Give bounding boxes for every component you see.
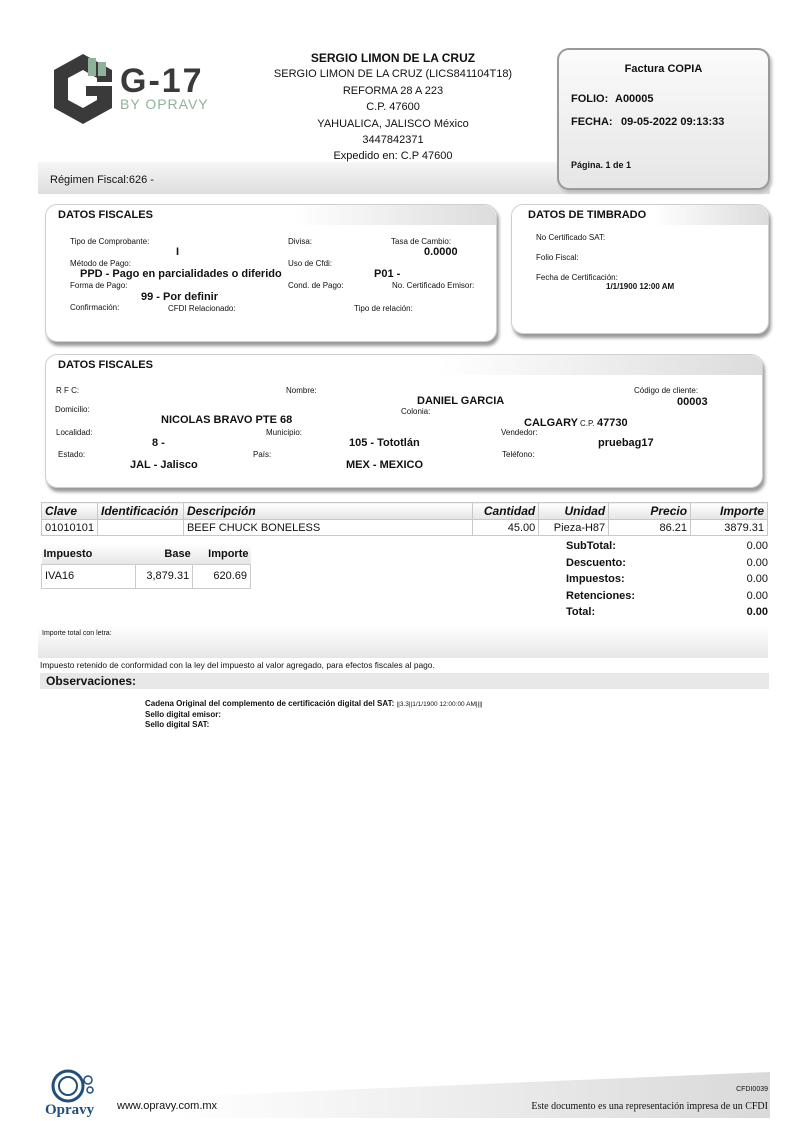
fecha-value: 09-05-2022 09:13:33 — [621, 116, 725, 128]
cliente-title: DATOS FISCALES — [46, 355, 762, 375]
cp-label: C.P. — [580, 419, 595, 428]
tax-col-importe: Importe — [193, 544, 251, 564]
totals-block — [566, 540, 768, 623]
tax-row-base: 3,879.31 — [136, 564, 193, 588]
table-row — [42, 520, 768, 536]
folio-label: FOLIO: — [571, 93, 609, 105]
footer-brand: Opravy — [45, 1102, 95, 1118]
issuer-city: YAHUALICA, JALISCO México — [317, 117, 469, 130]
subtotal-label: SubTotal: — [566, 540, 616, 552]
datos-timbrado-panel — [511, 204, 769, 334]
telefono-label: Teléfono: — [502, 450, 535, 459]
descuento-value: 0.00 — [746, 556, 768, 569]
table-row — [42, 564, 251, 588]
codigo-cliente-value: 00003 — [677, 396, 708, 408]
row-descripcion: BEEF CHUCK BONELESS — [183, 520, 472, 536]
row-identificacion — [97, 520, 183, 536]
issuer-phone: 3447842371 — [362, 134, 424, 147]
tax-table — [41, 544, 251, 589]
row-cantidad: 45.00 — [473, 520, 539, 536]
vendedor-label: Vendedor: — [501, 428, 538, 437]
issuer-block — [260, 50, 526, 165]
descuento-row — [566, 557, 768, 574]
estado-value: JAL - Jalisco — [130, 459, 198, 471]
observaciones-title: Observaciones: — [46, 674, 137, 688]
logo-sub: BY OPRAVY — [120, 96, 209, 112]
municipio-label: Municipio: — [266, 428, 303, 437]
retenciones-label: Retenciones: — [566, 589, 636, 602]
datos-timbrado-title: DATOS DE TIMBRADO — [512, 205, 768, 225]
col-descripcion: Descripción — [183, 503, 472, 520]
folio-fiscal-label: Folio Fiscal: — [536, 253, 579, 262]
footer-logo — [44, 1068, 104, 1120]
forma-pago-value: 99 - Por definir — [141, 291, 219, 303]
metodo-pago-label: Método de Pago: — [70, 259, 131, 268]
fecha-cert-value: 1/1/1900 12:00 AM — [606, 282, 675, 291]
tax-col-base: Base — [136, 544, 193, 564]
datos-fiscales-panel — [45, 204, 497, 342]
impuestos-value: 0.00 — [746, 573, 768, 585]
tasa-value: 0.0000 — [424, 246, 458, 258]
uso-cfdi-value: P01 - — [374, 268, 401, 280]
nombre-value: DANIEL GARCIA — [417, 395, 505, 407]
col-unidad: Unidad — [539, 503, 609, 520]
confirmacion-label: Confirmación: — [70, 303, 120, 312]
footer-url[interactable]: www.opravy.com.mx — [117, 1100, 218, 1112]
col-clave: Clave — [42, 503, 98, 520]
colonia-value: CALGARY — [524, 417, 578, 429]
pais-value: MEX - MEXICO — [346, 459, 424, 471]
sello-emisor-label: Sello digital emisor: — [145, 710, 222, 719]
total-row — [566, 606, 768, 623]
issuer-name-rfc: SERGIO LIMON DE LA CRUZ (LICS841104T18) — [273, 68, 513, 81]
tax-row-impuesto: IVA16 — [42, 564, 136, 588]
impuestos-row — [566, 573, 768, 590]
tasa-label: Tasa de Cambio: — [391, 237, 452, 246]
cadena-value: ||3.3||1/1/1900 12:00:00 AM|||| — [396, 701, 483, 708]
cert-emisor-label: No. Certificado Emisor: — [392, 281, 475, 290]
domicilio-value: NICOLAS BRAVO PTE 68 — [161, 414, 293, 426]
row-precio: 86.21 — [609, 520, 691, 536]
col-precio: Precio — [609, 503, 691, 520]
tax-header-row — [42, 544, 251, 564]
issuer-address: REFORMA 28 A 223 — [342, 84, 444, 97]
row-importe: 3879.31 — [691, 520, 768, 536]
logo-brand: G-17 — [120, 62, 204, 100]
issuer-cp: C.P. 47600 — [366, 101, 420, 114]
cert-sat-label: No Certificado SAT: — [536, 233, 606, 242]
cliente-panel — [45, 354, 763, 488]
page-number: Página. 1 de 1 — [571, 160, 632, 170]
fecha-cert-label: Fecha de Certificación: — [536, 273, 618, 282]
row-clave: 01010101 — [42, 520, 98, 536]
cfdi-relacionado-label: CFDI Relacionado: — [168, 304, 236, 313]
descuento-label: Descuento: — [566, 556, 626, 569]
divisa-label: Divisa: — [288, 237, 313, 246]
cadena-label: Cadena Original del complemento de certificación digital del SAT: — [145, 699, 395, 708]
metodo-pago-value: PPD - Pago en parcialidades o diferido — [80, 268, 282, 280]
fecha-label: FECHA: — [571, 116, 613, 128]
col-identificacion: Identificación — [97, 503, 183, 520]
retenciones-row — [566, 590, 768, 607]
impuestos-label: Impuestos: — [566, 573, 625, 585]
observaciones-bar — [40, 673, 769, 689]
nombre-label: Nombre: — [286, 386, 317, 395]
tipo-comprobante-value: I — [176, 246, 180, 258]
cadena-line — [145, 699, 483, 710]
col-cantidad: Cantidad — [473, 503, 539, 520]
sello-sat-label: Sello digital SAT: — [145, 720, 210, 729]
total-label: Total: — [566, 606, 596, 618]
subtotal-value: 0.00 — [746, 540, 768, 552]
company-logo — [50, 52, 230, 126]
issuer-expedido: Expedido en: C.P 47600 — [333, 150, 453, 163]
datos-fiscales-title: DATOS FISCALES — [46, 205, 496, 225]
uso-cfdi-label: Uso de Cfdi: — [288, 259, 333, 268]
localidad-value: 8 - — [152, 437, 165, 449]
footer-note: Este documento es una representación impresa de un CFDI — [531, 1101, 768, 1112]
col-importe: Importe — [691, 503, 768, 520]
invoice-title: Factura COPIA — [624, 63, 703, 75]
importe-letra-band — [38, 626, 768, 658]
row-unidad: Pieza-H87 — [539, 520, 609, 536]
codigo-cliente-label: Código de cliente: — [634, 386, 699, 395]
localidad-label: Localidad: — [56, 428, 93, 437]
g17-logo-icon — [50, 52, 116, 126]
opravy-logo-icon — [44, 1068, 104, 1104]
retencion-note: Impuesto retenido de conformidad con la ley del impuesto al valor agregado, para efectos fiscales al pago. — [40, 660, 435, 670]
forma-pago-label: Forma de Pago: — [70, 281, 128, 290]
retenciones-value: 0.00 — [746, 589, 768, 602]
folio-value: A00005 — [615, 93, 654, 105]
municipio-value: 105 - Tototlán — [349, 437, 420, 449]
domicilio-label: Domicilio: — [55, 405, 90, 414]
footer-code: CFDI0039 — [736, 1086, 768, 1093]
invoice-box — [557, 48, 770, 190]
subtotal-row — [566, 540, 768, 557]
pais-label: País: — [253, 450, 272, 459]
items-header-row — [42, 503, 768, 520]
tax-row-importe: 620.69 — [193, 564, 251, 588]
total-value: 0.00 — [746, 606, 768, 618]
regimen-fiscal: Régimen Fiscal:626 - — [50, 174, 154, 186]
colonia-label: Colonia: — [401, 407, 431, 416]
cp-value: 47730 — [597, 417, 628, 429]
vendedor-value: pruebag17 — [598, 437, 654, 449]
rfc-label: R F C: — [56, 386, 80, 395]
cond-pago-label: Cond. de Pago: — [288, 281, 344, 290]
estado-label: Estado: — [58, 450, 86, 459]
tipo-comprobante-label: Tipo de Comprobante: — [70, 237, 150, 246]
sello-block — [145, 699, 483, 730]
importe-letra-label: Importe total con letra: — [42, 630, 112, 637]
issuer-name: SERGIO LIMON DE LA CRUZ — [310, 51, 476, 65]
items-table — [41, 502, 768, 536]
tipo-relacion-label: Tipo de relación: — [354, 304, 413, 313]
tax-col-impuesto: Impuesto — [42, 544, 136, 564]
